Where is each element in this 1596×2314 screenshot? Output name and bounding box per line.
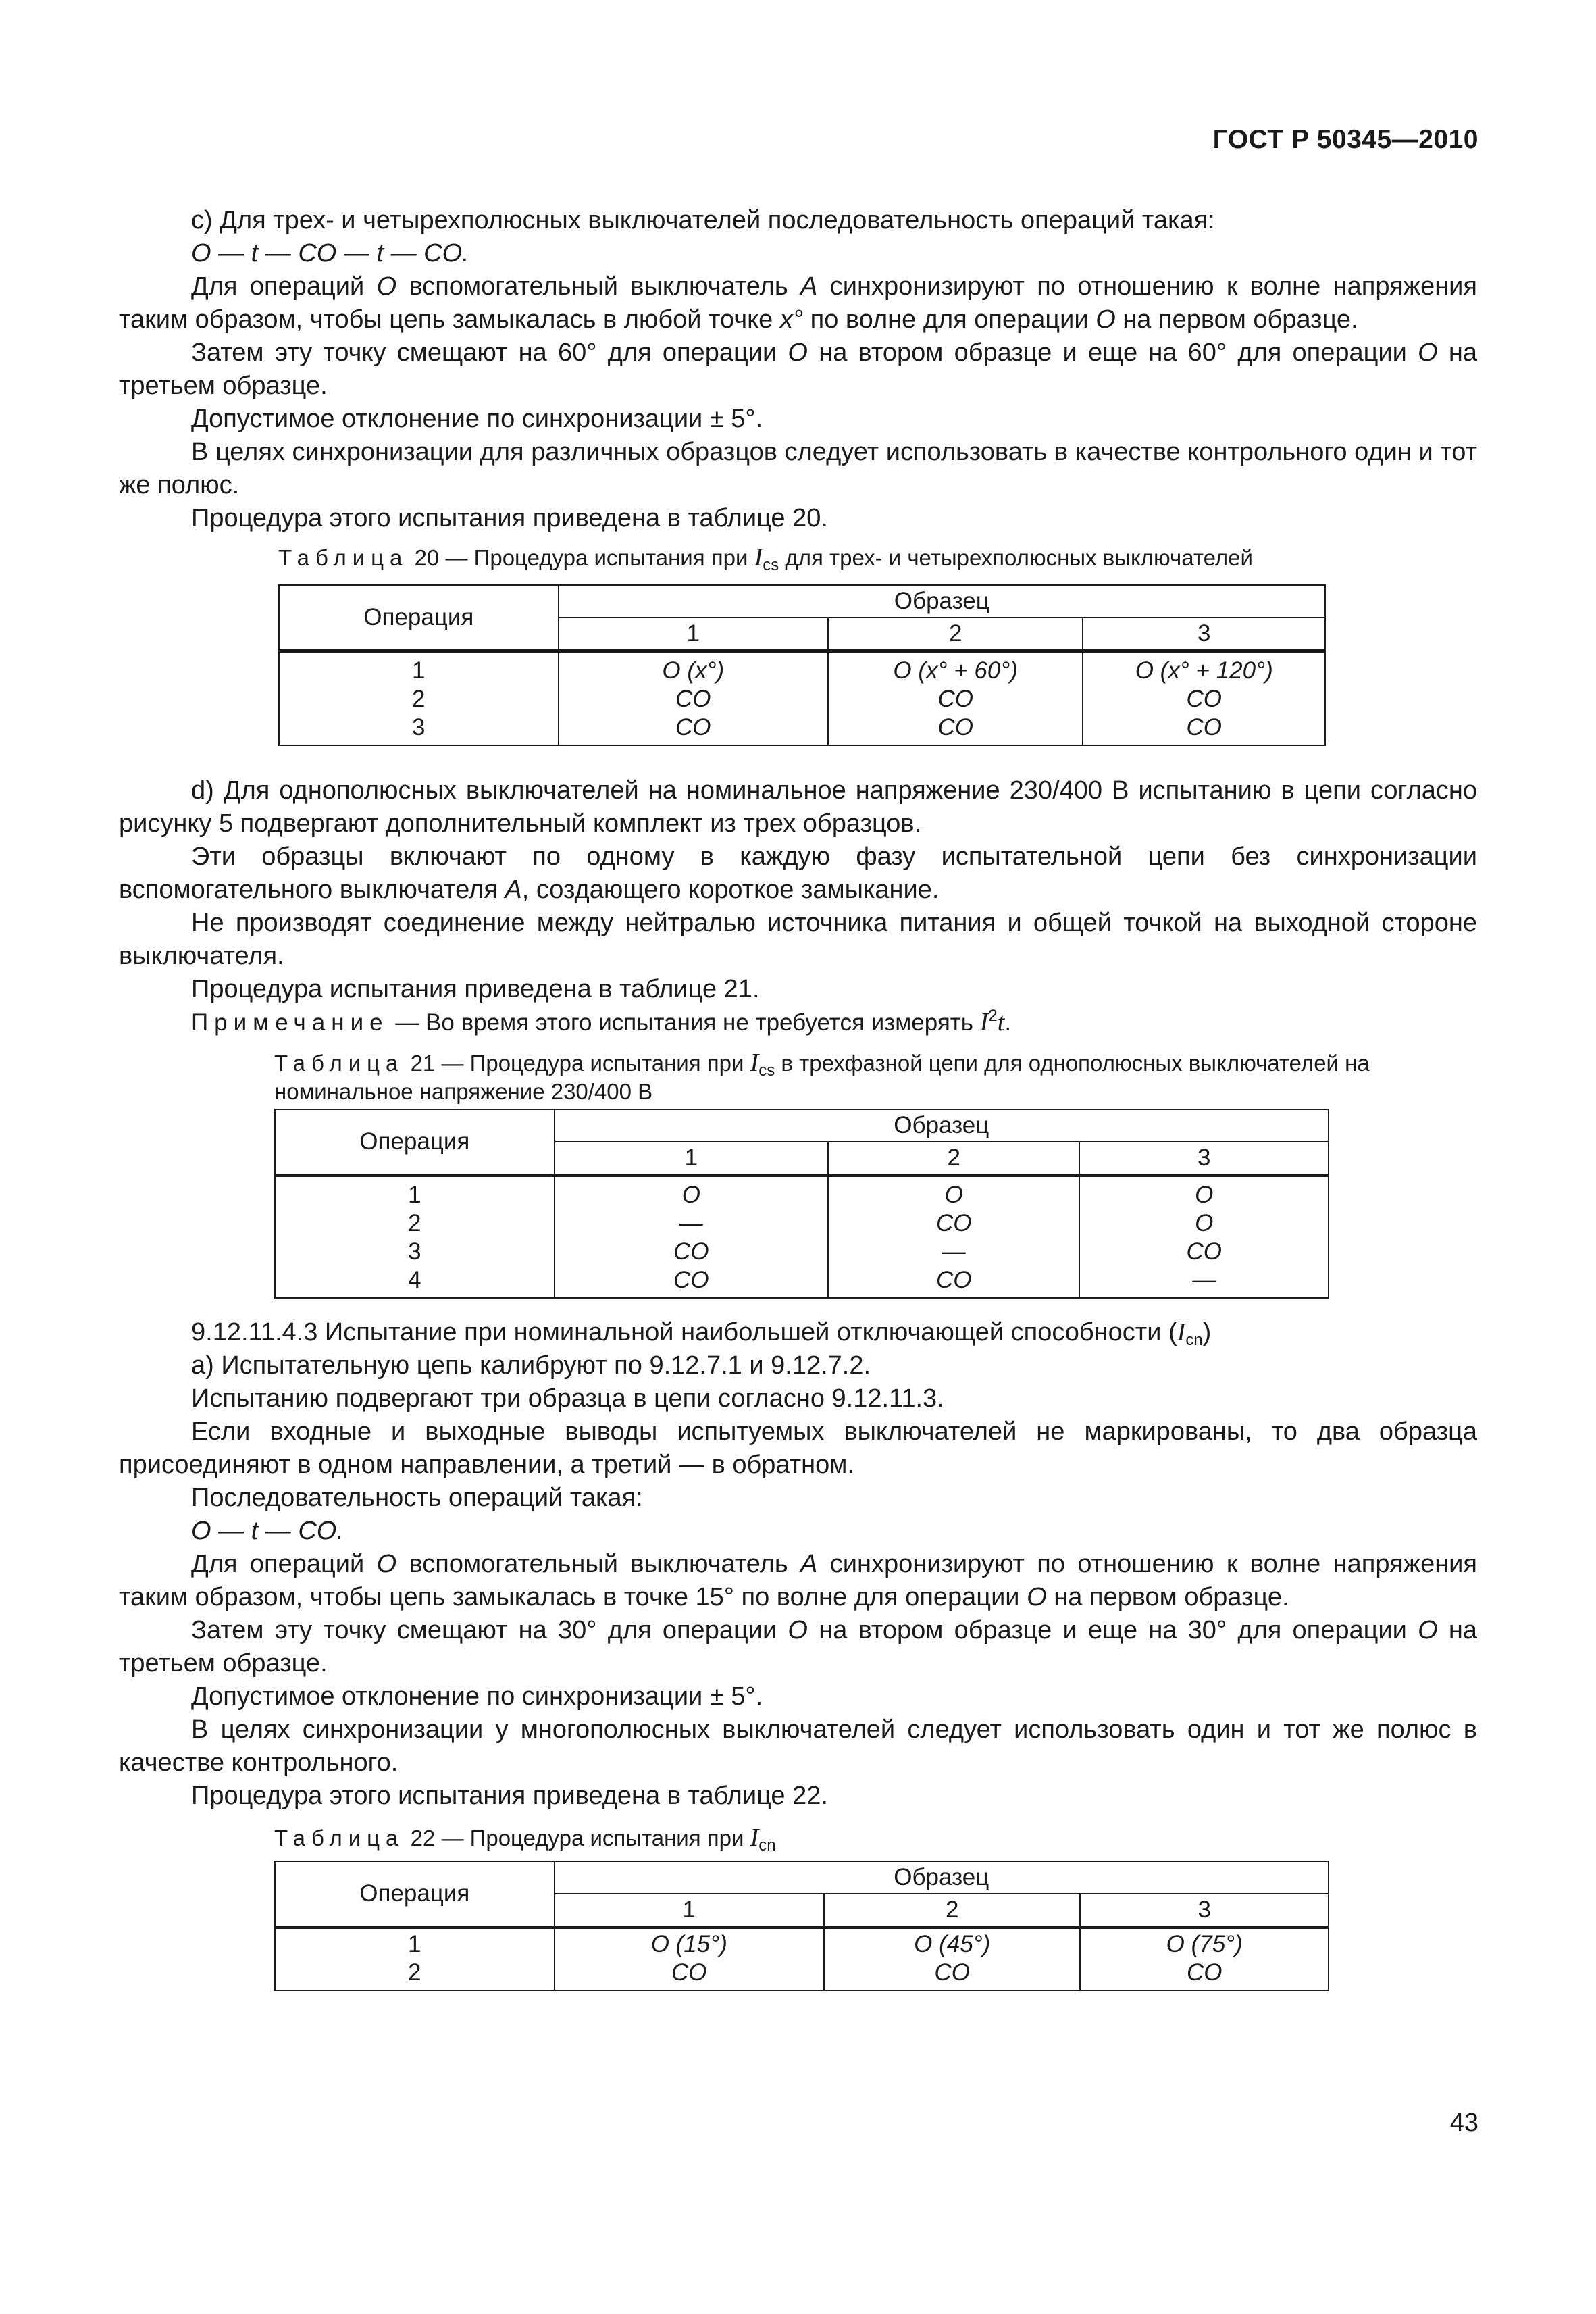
paragraph: а) Испытательную цепь калибруют по 9.12.7.1 и 9.12.7.2. bbox=[191, 1351, 871, 1380]
paragraph: Если входные и выходные выводы испытуемых выключателей не маркированы, то два образца присоединяют в одном направлении, а третий — в обратном. bbox=[119, 1417, 1477, 1479]
table-cell: O (75°) bbox=[1166, 1931, 1243, 1957]
table-cell: CO bbox=[937, 686, 973, 712]
table-cell: O (x° + 120°) bbox=[1135, 657, 1273, 684]
table-cell: 2 bbox=[408, 1210, 421, 1236]
table-cell: O bbox=[1195, 1182, 1214, 1208]
table-cell: CO bbox=[1186, 1238, 1222, 1265]
table-body bbox=[279, 651, 1325, 746]
paragraph: Процедура этого испытания приведена в таблице 20. bbox=[191, 504, 828, 532]
table-cell: 1 bbox=[412, 657, 426, 684]
page-content bbox=[119, 204, 1477, 1991]
note: Примечание — Во время этого испытания не требуется измерять $I^2t$. bbox=[191, 1007, 1012, 1036]
paragraph: В целях синхронизации у многополюсных выключателей следует использовать один и тот же полюс в качестве контрольного. bbox=[119, 1715, 1477, 1777]
table-cell: O (x° + 60°) bbox=[893, 657, 1018, 684]
table-cell: O bbox=[944, 1182, 963, 1208]
paragraph: Для операций O вспомогательный выключатель A синхронизируют по отношению к волне напряжения таким образом, чтобы цепь замыкалась в точке 15° по волне для операции O на первом образце. bbox=[119, 1550, 1477, 1611]
table-cell: CO bbox=[675, 686, 711, 712]
table-cell: CO bbox=[673, 1267, 709, 1293]
table-cell: 3 bbox=[412, 714, 426, 740]
table-body bbox=[275, 1176, 1329, 1299]
column-header: 3 bbox=[1079, 1142, 1329, 1176]
table-cell: O bbox=[681, 1182, 700, 1208]
paragraph: Затем эту точку смещают на 30° для операции O на втором образце и еще на 30° для операции O на третьем образце. bbox=[119, 1616, 1477, 1678]
operation-sequence: O — t — CO. bbox=[191, 1517, 344, 1545]
table-cell: CO bbox=[936, 1210, 972, 1236]
column-header: 1 bbox=[555, 1142, 828, 1176]
standard-header: ГОСТ Р 50345—2010 bbox=[1212, 125, 1478, 154]
table-cell: 2 bbox=[412, 686, 426, 712]
paragraph: Эти образцы включают по одному в каждую фазу испытательной цепи без синхронизации вспомогательного выключателя А, создающего короткое замыкание. bbox=[119, 842, 1477, 904]
column-header: Образец bbox=[555, 1109, 1329, 1142]
column-header: 3 bbox=[1080, 1894, 1329, 1928]
table-cell: CO bbox=[937, 714, 973, 740]
column-header: Образец bbox=[559, 585, 1325, 618]
column-header: Операция bbox=[275, 1861, 555, 1928]
table-cell: O bbox=[1195, 1210, 1214, 1236]
column-header: 2 bbox=[828, 1142, 1079, 1176]
paragraph: Допустимое отклонение по синхронизации ± 5°. bbox=[191, 1682, 763, 1711]
paragraph: Последовательность операций такая: bbox=[191, 1484, 643, 1512]
paragraph: Не производят соединение между нейтралью источника питания и общей точкой на выходной стороне выключателя. bbox=[119, 909, 1477, 970]
table-cell: 1 bbox=[408, 1931, 421, 1957]
table-cell: O (15°) bbox=[650, 1931, 727, 1957]
table-21 bbox=[274, 1109, 1329, 1299]
paragraph: d) Для однополюсных выключателей на номинальное напряжение 230/400 В испытанию в цепи согласно рисунку 5 подвергают дополнительный комплект из трех образцов. bbox=[119, 776, 1477, 838]
table-cell: 1 bbox=[408, 1182, 421, 1208]
column-header: 2 bbox=[824, 1894, 1080, 1928]
table-cell: 4 bbox=[408, 1267, 421, 1293]
table-cell: 2 bbox=[408, 1959, 421, 1986]
paragraph: Процедура этого испытания приведена в таблице 22. bbox=[191, 1782, 828, 1810]
table-20 bbox=[278, 584, 1326, 746]
table-cell: O (45°) bbox=[914, 1931, 991, 1957]
paragraph: В целях синхронизации для различных образцов следует использовать в качестве контрольного один и тот же полюс. bbox=[119, 438, 1477, 499]
table-cell: CO bbox=[673, 1238, 709, 1265]
table-cell: 3 bbox=[408, 1238, 421, 1265]
table-cell: CO bbox=[934, 1959, 970, 1986]
table-cell: CO bbox=[1186, 714, 1222, 740]
column-header: 3 bbox=[1083, 618, 1325, 651]
column-header: Образец bbox=[555, 1861, 1329, 1894]
operation-sequence: O — t — CO — t — CO. bbox=[191, 239, 469, 268]
paragraph: Допустимое отклонение по синхронизации ± 5°. bbox=[191, 405, 763, 433]
page-number: 43 bbox=[1449, 2109, 1478, 2137]
column-header: 2 bbox=[828, 618, 1083, 651]
column-header: 1 bbox=[555, 1894, 824, 1928]
table-cell: CO bbox=[1186, 686, 1222, 712]
table-cell: — bbox=[1192, 1267, 1216, 1293]
table-caption: Таблица 21 — Процедура испытания при $I_{cs}$ в трехфазной цепи для однополюсных выключателей на номинальное напряжение 230/400 В bbox=[274, 1049, 1370, 1104]
paragraph: Испытанию подвергают три образца в цепи согласно 9.12.11.3. bbox=[191, 1384, 944, 1413]
paragraph: Для операций O вспомогательный выключатель A синхронизируют по отношению к волне напряжения таким образом, чтобы цепь замыкалась в любой точке x° по волне для операции O на первом образце. bbox=[119, 272, 1477, 334]
table-body bbox=[275, 1928, 1329, 1991]
table-cell: O (x°) bbox=[662, 657, 725, 684]
paragraph: c) Для трех- и четырехполюсных выключателей последовательность операций такая: bbox=[191, 206, 1215, 234]
table-cell: CO bbox=[1186, 1959, 1222, 1986]
column-header: 1 bbox=[559, 618, 828, 651]
column-header: Операция bbox=[279, 585, 559, 651]
table-cell: CO bbox=[671, 1959, 707, 1986]
table-caption: Таблица 20 — Процедура испытания при $I_{cs}$ для трех- и четырехполюсных выключателей bbox=[278, 543, 1253, 574]
paragraph: Процедура испытания приведена в таблице 21. bbox=[191, 975, 760, 1003]
table-22 bbox=[274, 1861, 1329, 1991]
column-header: Операция bbox=[275, 1109, 555, 1176]
table-cell: CO bbox=[936, 1267, 972, 1293]
table-cell: — bbox=[942, 1238, 966, 1265]
paragraph: Затем эту точку смещают на 60° для операции O на втором образце и еще на 60° для операции O на третьем образце. bbox=[119, 338, 1477, 400]
table-cell: CO bbox=[675, 714, 711, 740]
table-cell: — bbox=[679, 1210, 703, 1236]
table-caption: Таблица 22 — Процедура испытания при $I_{cn}$ bbox=[274, 1823, 776, 1855]
section-heading: 9.12.11.4.3 Испытание при номинальной наибольшей отключающей способности $(I_{cn})$ bbox=[191, 1318, 1212, 1349]
